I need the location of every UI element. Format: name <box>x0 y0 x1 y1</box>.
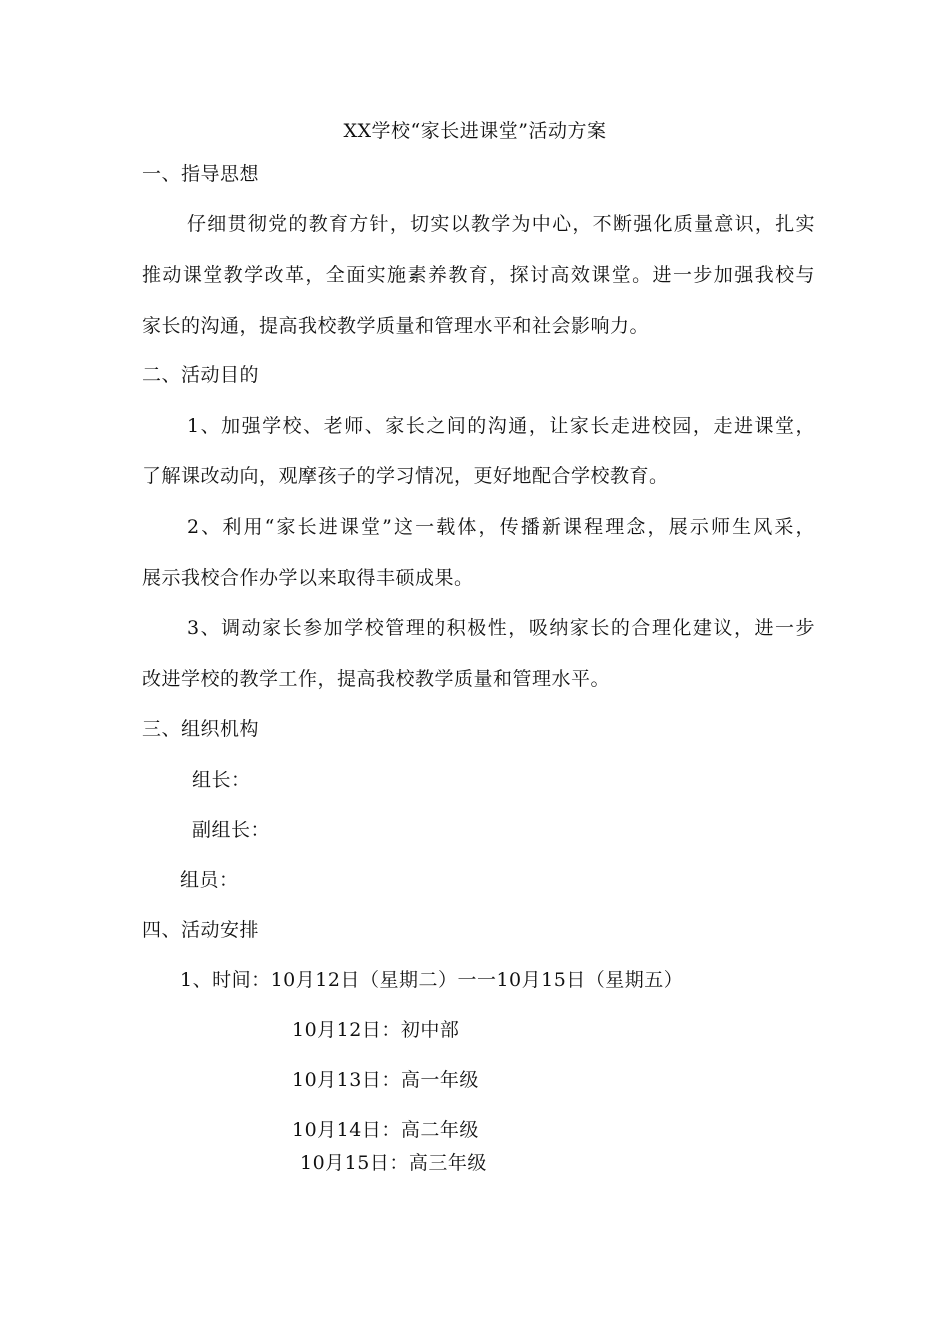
section-heading-organization: 三、组织机构 <box>142 718 260 740</box>
schedule-item: 10月15日：高三年级 <box>300 1152 487 1174</box>
purpose-item-line: 展示我校合作办学以来取得丰硕成果。 <box>142 567 474 589</box>
org-deputy-label: 副组长： <box>192 819 271 841</box>
purpose-item-line: 2、利用“家长进课堂”这一载体，传播新课程理念，展示师生风采， <box>187 516 815 538</box>
purpose-item-line: 1、加强学校、老师、家长之间的沟通，让家长走进校园，走进课堂， <box>187 415 815 437</box>
paragraph-line: 仔细贯彻党的教育方针，切实以教学为中心，不断强化质量意识，扎实 <box>187 213 815 235</box>
section-heading-activity-purpose: 二、活动目的 <box>142 364 260 386</box>
paragraph-line: 推动课堂教学改革，全面实施素养教育，探讨高效课堂。进一步加强我校与 <box>142 264 815 286</box>
purpose-item-line: 改进学校的教学工作，提高我校教学质量和管理水平。 <box>142 668 611 690</box>
org-members-label: 组员： <box>180 869 239 891</box>
purpose-item-line: 3、调动家长参加学校管理的积极性，吸纳家长的合理化建议，进一步 <box>187 617 815 639</box>
schedule-item: 10月14日：高二年级 <box>292 1119 479 1141</box>
section-heading-guiding-thought: 一、指导思想 <box>142 163 260 185</box>
document-title: XX学校“家长进课堂”活动方案 <box>343 120 607 142</box>
schedule-item: 10月13日：高一年级 <box>292 1069 479 1091</box>
schedule-time-range: 1、时间：10月12日（星期二）一一10月15日（星期五） <box>180 969 684 991</box>
section-heading-activity-arrangement: 四、活动安排 <box>142 919 260 941</box>
schedule-item: 10月12日：初中部 <box>292 1019 460 1041</box>
org-leader-label: 组长： <box>192 769 251 791</box>
paragraph-line: 家长的沟通，提高我校教学质量和管理水平和社会影响力。 <box>142 315 650 337</box>
purpose-item-line: 了解课改动向，观摩孩子的学习情况，更好地配合学校教育。 <box>142 465 669 487</box>
